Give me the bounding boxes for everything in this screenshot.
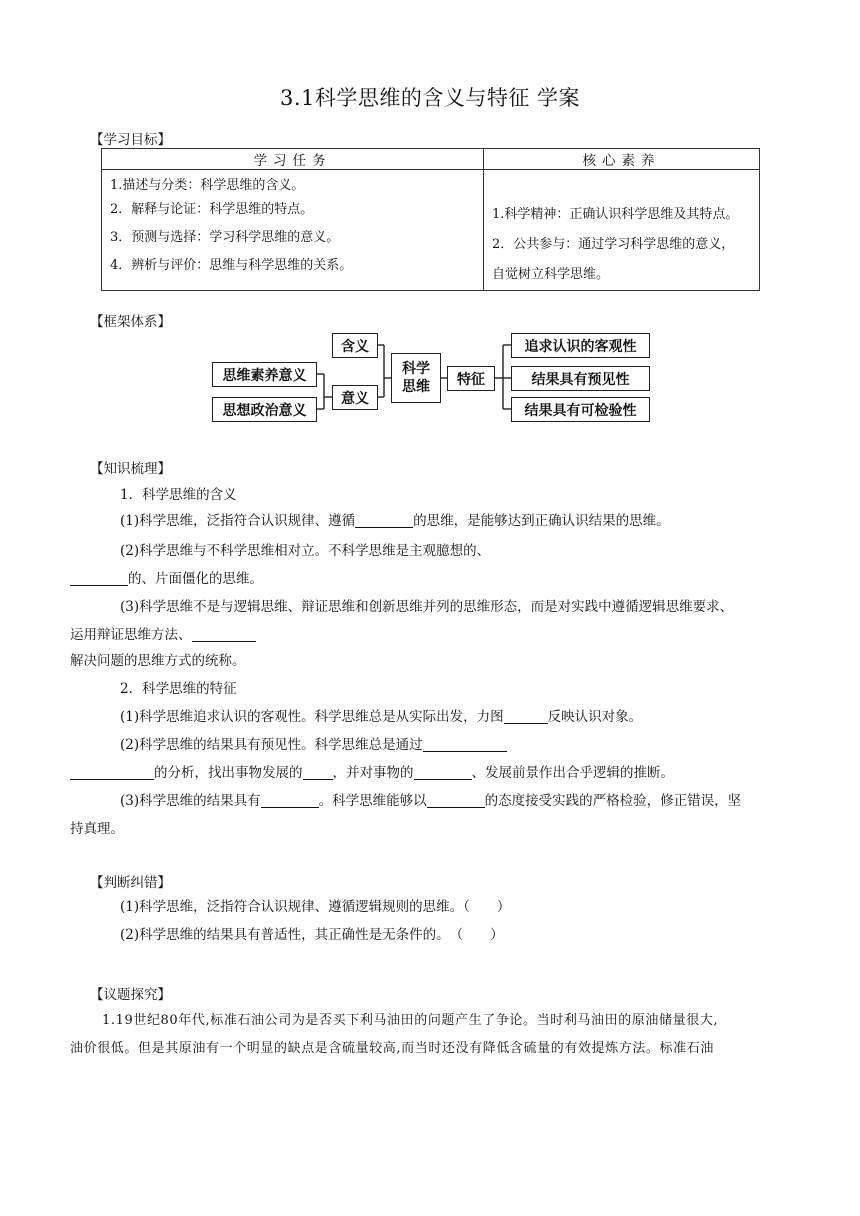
judge-item: (2)科学思维的结果具有普适性，其正确性是无条件的。 （ ） <box>120 927 504 943</box>
framework-box-predictive: 结果具有预见性 <box>511 366 650 391</box>
section-heading-goals: 【学习目标】 <box>90 132 171 148</box>
goals-header-tasks: 学习任务 <box>102 149 484 170</box>
goal-task-item: 1.描述与分类：科学思维的含义。 <box>110 178 305 193</box>
knowledge-paragraph <box>120 791 741 811</box>
knowledge-paragraph <box>70 763 674 783</box>
goal-literacy-item: 自觉树立科学思维。 <box>492 267 610 282</box>
text-span: (3)科学思维的结果具有 <box>120 793 261 809</box>
judge-item: (1)科学思维，泛指符合认识规律、遵循逻辑规则的思维。（ ） <box>120 899 511 915</box>
framework-box-features: 特征 <box>447 366 495 391</box>
knowledge-heading-features: 2．科学思维的特征 <box>120 681 237 697</box>
framework-box-definition: 含义 <box>332 333 378 358</box>
knowledge-paragraph <box>120 735 507 755</box>
text-span: 的分析，找出事物发展的 <box>154 765 303 781</box>
text-span: 反映认识对象。 <box>547 709 643 725</box>
goal-literacy-item: 1.科学精神：正确认识科学思维及其特点。 <box>492 207 739 222</box>
framework-box-political-meaning: 思想政治意义 <box>212 397 317 422</box>
goals-header-literacy: 核心素养 <box>484 149 760 170</box>
page-title: 3.1科学思维的含义与特征 学案 <box>279 86 581 110</box>
framework-box-objectivity: 追求认识的客观性 <box>511 333 650 358</box>
goal-literacy-item: 2．公共参与：通过学习科学思维的意义， <box>492 237 735 252</box>
section-heading-knowledge: 【知识梳理】 <box>90 461 171 477</box>
knowledge-paragraph <box>70 625 256 645</box>
text-span: 、发展前景作出合乎逻辑的推断。 <box>471 765 674 781</box>
knowledge-paragraph <box>120 511 670 531</box>
fill-blank[interactable] <box>192 627 256 642</box>
fill-blank[interactable] <box>355 513 413 528</box>
text-span: ，并对事物的 <box>332 765 414 781</box>
knowledge-paragraph: (3)科学思维不是与逻辑思维、辩证思维和创新思维并列的思维形态，而是对实践中遵循逻辑思维要求、 <box>120 599 734 615</box>
section-heading-framework: 【框架体系】 <box>90 314 171 330</box>
fill-blank[interactable] <box>303 765 333 780</box>
section-heading-judge: 【判断纠错】 <box>90 875 171 891</box>
framework-center-line: 思维 <box>402 379 430 395</box>
text-span: 的态度接受实践的严格检验，修正错误，坚 <box>484 793 742 809</box>
fill-blank[interactable] <box>504 709 548 724</box>
framework-box-scientific-thinking <box>391 353 441 403</box>
knowledge-paragraph <box>120 707 642 727</box>
goal-task-item: 2．解释与论证：科学思维的特点。 <box>110 202 314 217</box>
text-span: (1)科学思维追求认识的客观性。科学思维总是从实际出发，力图 <box>120 709 504 725</box>
knowledge-heading-definition: 1．科学思维的含义 <box>120 487 237 503</box>
text-span: 的思维，是能够达到正确认识结果的思维。 <box>413 513 670 529</box>
explore-paragraph-line: 1.19世纪80年代,标准石油公司为是否买下利马油田的问题产生了争论。当时利马油田的原油储量很大, <box>102 1013 719 1028</box>
knowledge-paragraph: (2)科学思维与不科学思维相对立。不科学思维是主观臆想的、 <box>120 543 491 559</box>
fill-blank[interactable] <box>70 571 128 586</box>
text-span: 的、片面僵化的思维。 <box>128 571 263 587</box>
knowledge-paragraph: 持真理。 <box>70 821 124 837</box>
knowledge-paragraph <box>70 569 263 589</box>
goal-task-item: 3．预测与选择：学习科学思维的意义。 <box>110 230 340 245</box>
text-span: 运用辩证思维方法、 <box>70 627 192 643</box>
text-span: (1)科学思维，泛指符合认识规律、遵循 <box>120 513 356 529</box>
fill-blank[interactable] <box>414 765 472 780</box>
goal-task-item: 4．辨析与评价：思维与科学思维的关系。 <box>110 258 353 273</box>
framework-center-line: 科学 <box>402 361 430 377</box>
fill-blank[interactable] <box>423 737 507 752</box>
section-heading-explore: 【议题探究】 <box>90 987 171 1003</box>
text-span: (2)科学思维的结果具有预见性。科学思维总是通过 <box>120 737 423 753</box>
framework-box-significance: 意义 <box>332 385 378 410</box>
fill-blank[interactable] <box>261 793 319 808</box>
explore-paragraph-line: 油价很低。但是其原油有一个明显的缺点是含硫量较高,而当时还没有降低含硫量的有效提炼方法。标准石油 <box>70 1041 714 1056</box>
fill-blank[interactable] <box>70 765 154 780</box>
fill-blank[interactable] <box>427 793 485 808</box>
text-span: 。科学思维能够以 <box>318 793 427 809</box>
framework-box-verifiable: 结果具有可检验性 <box>511 397 650 422</box>
framework-box-thinking-literacy: 思维素养意义 <box>212 362 317 387</box>
knowledge-paragraph: 解决问题的思维方式的统称。 <box>70 653 246 669</box>
